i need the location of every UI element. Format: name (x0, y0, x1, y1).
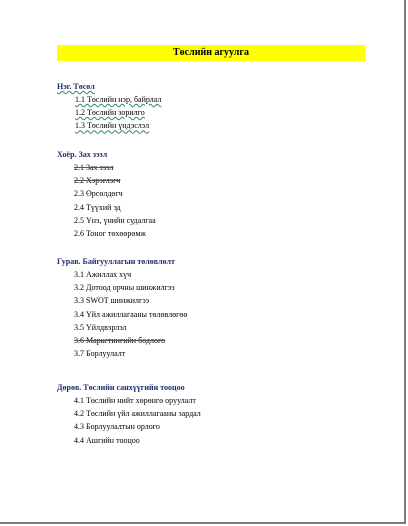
list-item: 3.1 Ажиллах хүч (74, 270, 132, 279)
list-item: 2.5 Үнэ, үнийн судалгаа (74, 215, 156, 225)
list-item-text: 2.1 Зах зээл (74, 163, 114, 172)
list-item (57, 161, 377, 174)
list-item: 2.3 Өрсөлдөгч (74, 189, 123, 199)
list-item: 3.5 Үйлдвэрлэл (74, 322, 127, 332)
list-item-text: 3.6 Маркетингийн бодлого (74, 335, 166, 345)
list-item: 3.4 Үйл ажиллагааны төлөвлөгөө (74, 309, 188, 319)
list-item-text: 1.1 Төслийн нэр, байрлал (75, 95, 162, 104)
section-2 (57, 148, 377, 240)
list-item: 2.6 Тоног төхөөрөмж (74, 228, 146, 238)
list-item (57, 174, 377, 187)
list-item (57, 93, 377, 106)
list-item (57, 106, 377, 119)
list-item (57, 334, 377, 347)
list-item (57, 119, 377, 132)
list-item: 3.2 Дотоод орчны шинжилгээ (74, 283, 175, 293)
section-3 (57, 255, 377, 360)
section-heading: Хоёр. Зах зээл (57, 150, 108, 159)
section-heading: Гурав. Байгууллагын төлөвлөлт (57, 257, 175, 266)
list-item-text: 1.3 Төслийн үндэслэл (75, 121, 150, 131)
list-item: 3.3 SWOT шинжилгээ (74, 296, 150, 306)
list-item: 4.2 Төслийн үйл ажиллагааны зардал (74, 409, 201, 419)
list-item: 4.1 Төслийн нийт хөрөнгө оруулалт (74, 396, 196, 405)
list-item: 2.4 Түүхий эд (74, 202, 121, 212)
section-4 (57, 381, 377, 447)
section-heading: Дөрөв. Төслийн санхүүгийн тооцоо (57, 383, 185, 392)
list-item-text: 2.2 Хэрэглэгч (74, 176, 121, 186)
section-heading-text: Нэг. Төсөл (57, 82, 95, 91)
document-title: Төслийн агуулга (57, 45, 365, 61)
section-heading (57, 80, 377, 93)
list-item: 4.4 Ашгийн тооцоо (74, 435, 140, 445)
section-1 (57, 80, 377, 133)
list-item: 3.7 Борлуулалт (74, 349, 126, 359)
list-item-text: 1.2 Төслийн зорилго (75, 108, 145, 118)
list-item: 4.3 Борлуулалтын орлого (74, 422, 160, 432)
